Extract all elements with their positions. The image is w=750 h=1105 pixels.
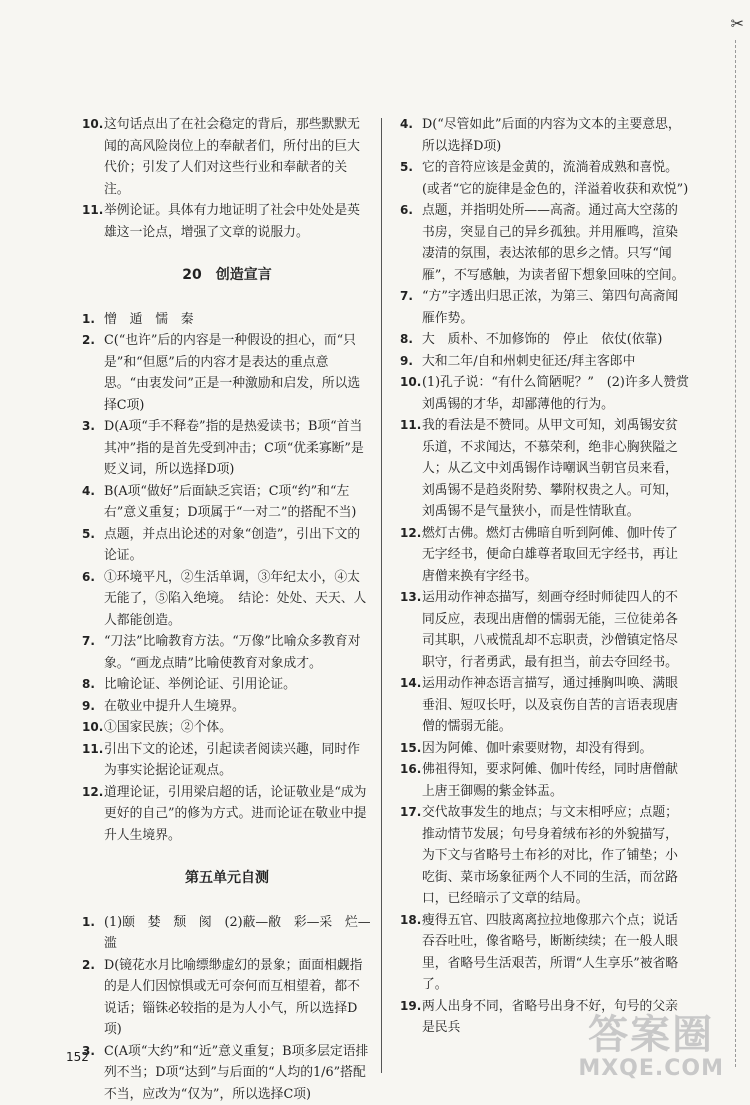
answer-item <box>82 567 372 632</box>
answer-item <box>400 351 690 373</box>
answer-number: 2. <box>82 955 104 1041</box>
answer-item <box>400 587 690 673</box>
scissor-icon: ✂ <box>731 14 744 33</box>
answer-item <box>400 759 690 802</box>
answer-item <box>82 696 372 718</box>
answer-number: 7. <box>400 286 422 329</box>
answer-number: 10. <box>82 114 104 200</box>
watermark-top: 答案圈 <box>578 1013 724 1057</box>
answer-number: 8. <box>400 329 422 351</box>
answer-item <box>82 330 372 416</box>
answer-number: 11. <box>82 739 104 782</box>
answer-number: 4. <box>82 481 104 524</box>
answer-number: 2. <box>82 330 104 416</box>
answer-item <box>400 415 690 523</box>
answer-item <box>82 955 372 1041</box>
answer-text: (1)孔子说：“有什么简陋呢？” (2)许多人赞赏刘禹锡的才华，却鄙薄他的行为。 <box>422 372 690 415</box>
answer-text: 举例论证。具体有力地证明了社会中处处是英雄这一论点，增强了文章的说服力。 <box>104 200 372 243</box>
answer-number: 12. <box>82 782 104 847</box>
answer-text: 大和二年/自和州刺史征还/拜主客郎中 <box>422 351 690 373</box>
answer-text: D(镜花水月比喻缥缈虚幻的景象；面面相觑指的是人们因惊惧或无可奈何而互相望着，都不说话；锱铢必较指的是为人小气，所以选择D项) <box>104 955 372 1041</box>
answer-text: 运用动作神态描写，刻画夺经时师徒四人的不同反应，表现出唐僧的懦弱无能，三位徒弟各司其职，八戒慌乱却不忘职责，沙僧镇定恪尽职守，行者勇武，最有担当，前去夺回经书。 <box>422 587 690 673</box>
answer-number: 14. <box>400 673 422 738</box>
answer-number: 1. <box>82 309 104 331</box>
answer-text: 佛祖得知，要求阿傩、伽叶传经，同时唐僧献上唐王御赐的紫金钵盂。 <box>422 759 690 802</box>
answer-number: 6. <box>82 567 104 632</box>
answer-text: 运用动作神态语言描写，通过捶胸叫唤、满眼垂泪、短叹长吁，以及哀伤自苦的言语表现唐僧的懦弱无能。 <box>422 673 690 738</box>
answer-item <box>82 717 372 739</box>
watermark-bottom: MXQE.COM <box>578 1057 724 1081</box>
answer-text: 两人出身不同，省略号出身不好，句号的父亲是民兵 <box>422 996 690 1039</box>
answer-number: 11. <box>82 200 104 243</box>
answer-number: 15. <box>400 738 422 760</box>
answer-number: 5. <box>82 524 104 567</box>
answer-text: (1)颐 婪 颓 阂 (2)蔽—敝 彩—采 烂—滥 <box>104 912 372 955</box>
answer-number: 19. <box>400 996 422 1039</box>
answer-text: C(A项“大约”和“近”意义重复；B项多层定语排列不当；D项“达到”与后面的“人均的1/6”搭配不当，应改为“仅为”，所以选择C项) <box>104 1041 372 1105</box>
section-heading-20: 20 创造宣言 <box>82 265 372 287</box>
watermark-logo <box>578 1013 724 1081</box>
answer-number: 16. <box>400 759 422 802</box>
answer-item <box>400 673 690 738</box>
answer-text: 道理论证，引用梁启超的话，论证敬业是“成为更好的自己”的修为方式。进而论证在敬业中提升人生境界。 <box>104 782 372 847</box>
answer-text: 我的看法是不赞同。从甲文可知，刘禹锡安贫乐道，不求闻达，不慕荣利，绝非心胸狭隘之人；从乙文中刘禹锡作诗嘲讽当朝官员来看，刘禹锡不是趋炎附势、攀附权贵之人。可知，刘禹锡不是气量狭小，而是性情耿直。 <box>422 415 690 523</box>
page-number: 152 <box>66 1050 89 1064</box>
answer-item <box>82 416 372 481</box>
answer-text: 这句话点出了在社会稳定的背后，那些默默无闻的高风险岗位上的奉献者们，所付出的巨大代价；引发了人们对这些行业和奉献者的关注。 <box>104 114 372 200</box>
answer-item <box>400 372 690 415</box>
answer-item <box>400 802 690 910</box>
answer-text: 因为阿傩、伽叶索要财物，却没有得到。 <box>422 738 690 760</box>
answer-text: 它的音符应该是金黄的，流淌着成熟和喜悦。(或者“它的旋律是金色的，洋溢着收获和欢悦”) <box>422 157 690 200</box>
answer-text: D(A项“手不释卷”指的是热爱读书；B项“首当其冲”指的是首先受到冲击；C项“优柔寡断”是贬义词，所以选择D项) <box>104 416 372 481</box>
answer-item <box>82 739 372 782</box>
answer-item <box>82 200 372 243</box>
answer-item <box>82 481 372 524</box>
answer-item <box>400 200 690 286</box>
answer-text: “方”字透出归思正浓，为第三、第四句高斋闻雁作势。 <box>422 286 690 329</box>
answer-item <box>82 1041 372 1105</box>
answer-number: 10. <box>82 717 104 739</box>
right-column <box>400 114 690 1039</box>
answer-item <box>400 114 690 157</box>
answer-number: 3. <box>82 1041 104 1105</box>
answer-item <box>400 910 690 996</box>
answer-text: B(A项“做好”后面缺乏宾语；C项“约”和“左右”意义重复；D项属于“一对二”的搭配不当) <box>104 481 372 524</box>
answer-item <box>82 631 372 674</box>
answer-item <box>82 114 372 200</box>
answer-number: 12. <box>400 523 422 588</box>
answer-number: 5. <box>400 157 422 200</box>
answer-text: ①国家民族；②个体。 <box>104 717 372 739</box>
answer-item <box>82 782 372 847</box>
answer-item <box>82 309 372 331</box>
answer-number: 17. <box>400 802 422 910</box>
answer-number: 18. <box>400 910 422 996</box>
answer-number: 10. <box>400 372 422 415</box>
column-divider <box>381 118 382 1073</box>
answer-item <box>82 524 372 567</box>
answer-item <box>400 523 690 588</box>
answer-text: 引出下文的论述，引起读者阅读兴趣，同时作为事实论据论证观点。 <box>104 739 372 782</box>
answer-text: 点题，并点出论述的对象“创造”，引出下文的论证。 <box>104 524 372 567</box>
answer-item <box>400 329 690 351</box>
answer-item <box>82 674 372 696</box>
answer-number: 3. <box>82 416 104 481</box>
answer-text: 点题，并指明处所——高斋。通过高大空荡的书房，突显自己的异乡孤独。并用雁鸣，渲染凄清的氛围，表达浓郁的思乡之情。只写“闻雁”，不写感触，为读者留下想象回味的空间。 <box>422 200 690 286</box>
answer-number: 13. <box>400 587 422 673</box>
left-column <box>82 114 372 1105</box>
answer-text: D(“尽管如此”后面的内容为文本的主要意思，所以选择D项) <box>422 114 690 157</box>
answer-text: C(“也许”后的内容是一种假设的担心，而“只是”和“但愿”后的内容才是表达的重点意思。“由衷发问”正是一种激励和启发，所以选择C项) <box>104 330 372 416</box>
answer-text: “刀法”比喻教育方法。“万像”比喻众多教育对象。“画龙点睛”比喻使教育对象成才。 <box>104 631 372 674</box>
answer-number: 1. <box>82 912 104 955</box>
answer-text: 交代故事发生的地点；与文末相呼应；点题；推动情节发展；句号身着绒布衫的外貌描写，为下文与省略号土布衫的对比，作了铺垫；小吃街、菜市场象征两个人不同的生活，而岔路口，已经暗示了文章的结局。 <box>422 802 690 910</box>
answer-item <box>400 286 690 329</box>
answer-number: 8. <box>82 674 104 696</box>
answer-text: 瘦得五官、四肢离离拉拉地像那六个点；说话吞吞吐吐，像省略号，断断续续；在一般人眼里，省略号生活艰苦，所谓“人生享乐”被省略了。 <box>422 910 690 996</box>
answer-item <box>400 157 690 200</box>
answer-number: 11. <box>400 415 422 523</box>
answer-number: 4. <box>400 114 422 157</box>
cut-line <box>735 40 736 1067</box>
answer-text: 在敬业中提升人生境界。 <box>104 696 372 718</box>
answer-item <box>400 738 690 760</box>
answer-number: 9. <box>82 696 104 718</box>
answer-text: 大 质朴、不加修饰的 停止 依仗(依靠) <box>422 329 690 351</box>
section-heading-unit5: 第五单元自测 <box>82 868 372 890</box>
answer-number: 7. <box>82 631 104 674</box>
answer-item <box>82 912 372 955</box>
answer-text: 比喻论证、举例论证、引用论证。 <box>104 674 372 696</box>
answer-text: ①环境平凡，②生活单调，③年纪太小，④太无能了，⑤陷入绝境。 结论：处处、天天、人人都能创造。 <box>104 567 372 632</box>
answer-number: 6. <box>400 200 422 286</box>
answer-number: 9. <box>400 351 422 373</box>
answer-text: 燃灯古佛。燃灯古佛暗自听到阿傩、伽叶传了无字经书，便命白雄尊者取回无字经书，再让唐僧来换有字经书。 <box>422 523 690 588</box>
answer-text: 憎 遁 懦 秦 <box>104 309 372 331</box>
